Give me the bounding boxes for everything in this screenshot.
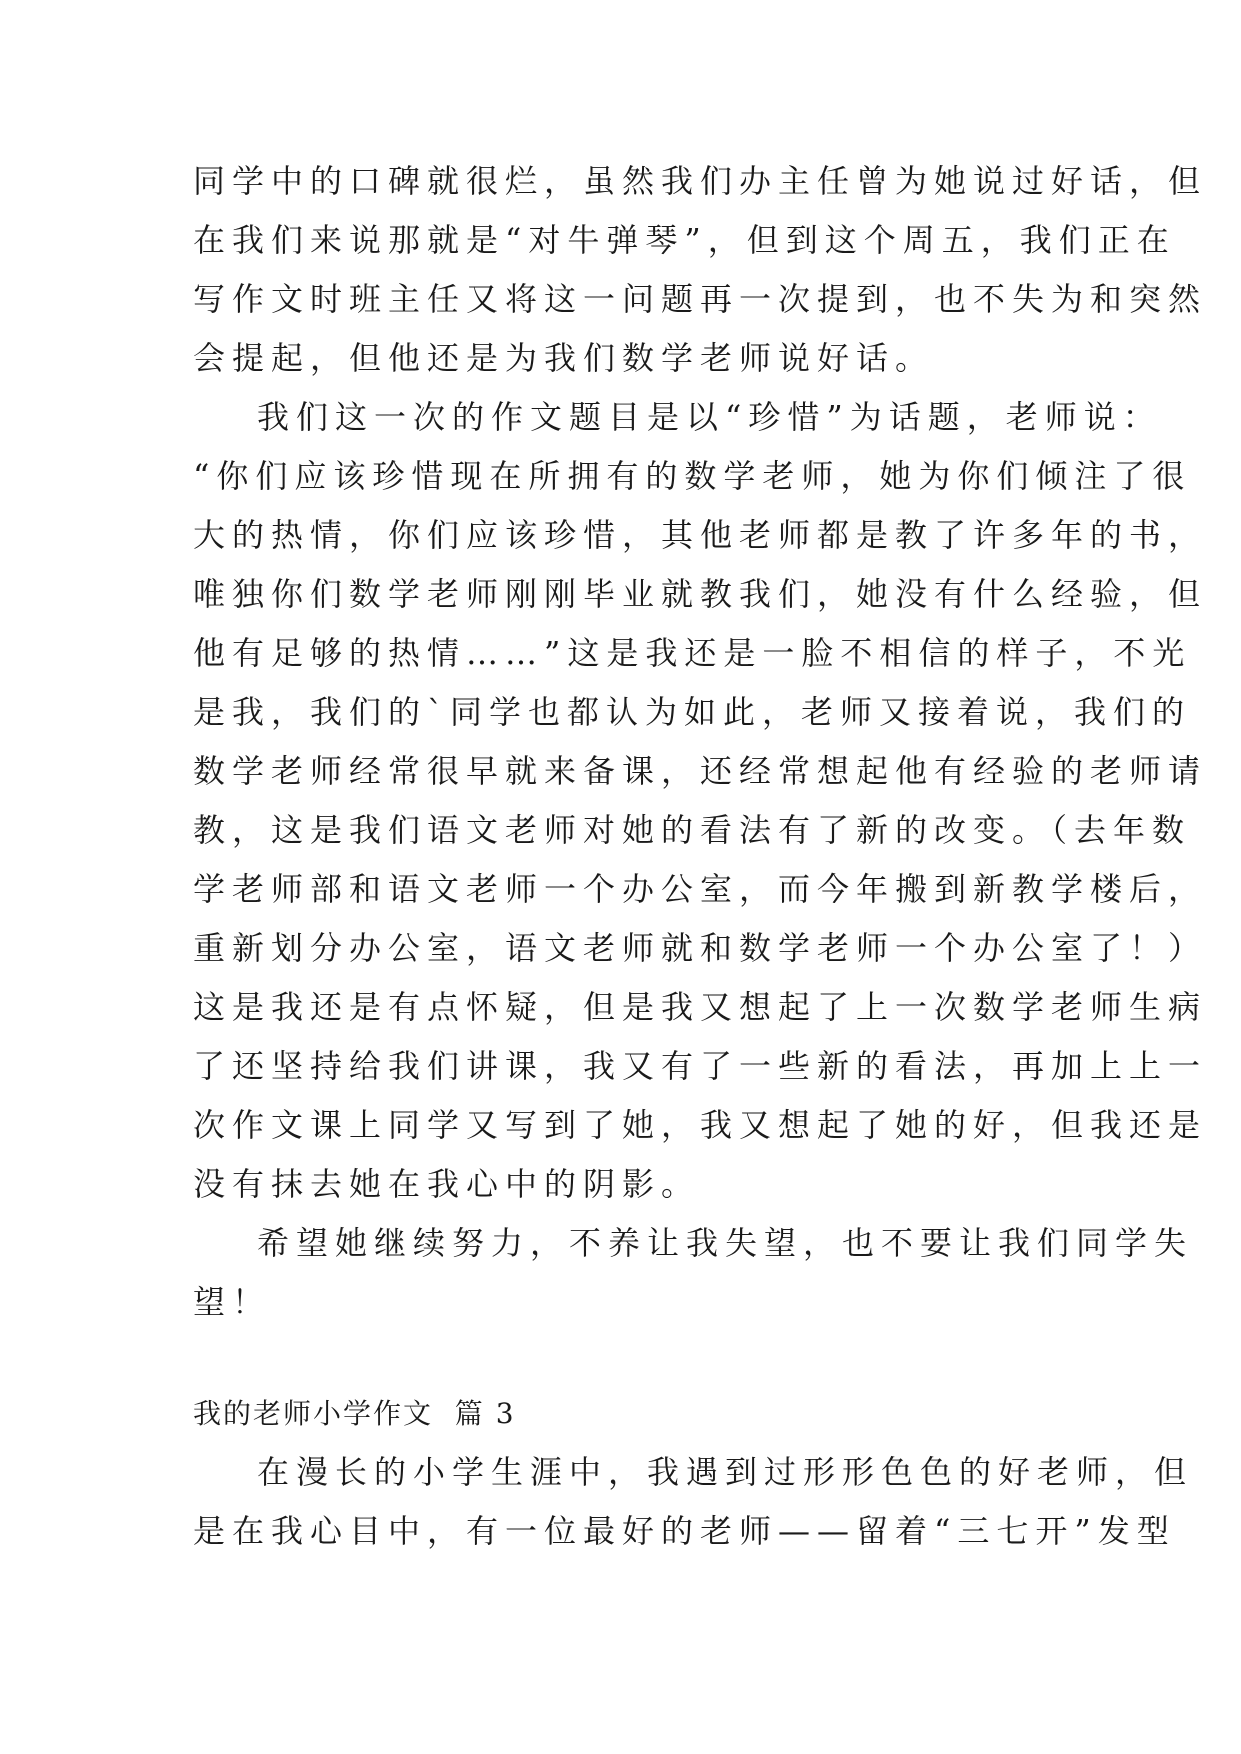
text-line: 同学中的口碑就很烂，虽然我们办主任曾为她说过好话，但: [193, 162, 1208, 200]
text-line: 会提起，但他还是为我们数学老师说好话。: [193, 339, 935, 377]
paragraph-3: [193, 1214, 1194, 1332]
text-line: 写作文时班主任又将这一问题再一次提到，也不失为和突然: [193, 280, 1208, 318]
text-line: 我们这一次的作文题目是以“珍惜”为话题，老师说：: [257, 398, 1162, 436]
text-line: 重新划分办公室，语文老师就和数学老师一个办公室了！）: [193, 929, 1208, 967]
text-line: 望！: [193, 1283, 272, 1321]
section-gap: [193, 1332, 1053, 1384]
text-line: 大的热情，你们应该珍惜，其他老师都是教了许多年的书，: [193, 516, 1208, 554]
text-line: 数学老师经常很早就来备课，还经常想起他有经验的老师请: [193, 752, 1208, 790]
text-line: 教，这是我们语文老师对她的看法有了新的改变。（去年数: [193, 811, 1192, 849]
section-heading: 我的老师小学作文 篇 3: [193, 1397, 516, 1430]
paragraph-2: [193, 388, 1208, 1214]
document-page: [193, 152, 1208, 1561]
text-line: 在我们来说那就是“对牛弹琴”，但到这个周五，我们正在: [193, 221, 1176, 259]
text-line: 希望她继续努力，不养让我失望，也不要让我们同学失: [257, 1224, 1194, 1262]
paragraph-4: [193, 1443, 1194, 1561]
text-line: 是我，我们的`同学也都认为如此，老师又接着说，我们的: [193, 693, 1192, 731]
paragraph-1: [193, 152, 1208, 388]
text-line: “你们应该珍惜现在所拥有的数学老师，她为你们倾注了很: [193, 457, 1192, 495]
text-line: 了还坚持给我们讲课，我又有了一些新的看法，再加上上一: [193, 1047, 1208, 1085]
text-line: 没有抹去她在我心中的阴影。: [193, 1165, 701, 1203]
text-line: 这是我还是有点怀疑，但是我又想起了上一次数学老师生病: [193, 988, 1208, 1026]
text-line: 学老师部和语文老师一个办公室，而今年搬到新教学楼后，: [193, 870, 1208, 908]
text-line: 在漫长的小学生涯中，我遇到过形形色色的好老师，但: [257, 1453, 1194, 1491]
text-line: 他有足够的热情……”这是我还是一脸不相信的样子，不光: [193, 634, 1192, 672]
text-line: 是在我心目中，有一位最好的老师——留着“三七开”发型: [193, 1512, 1176, 1550]
text-line: 唯独你们数学老师刚刚毕业就教我们，她没有什么经验，但: [193, 575, 1208, 613]
text-line: 次作文课上同学又写到了她，我又想起了她的好，但我还是: [193, 1106, 1208, 1144]
